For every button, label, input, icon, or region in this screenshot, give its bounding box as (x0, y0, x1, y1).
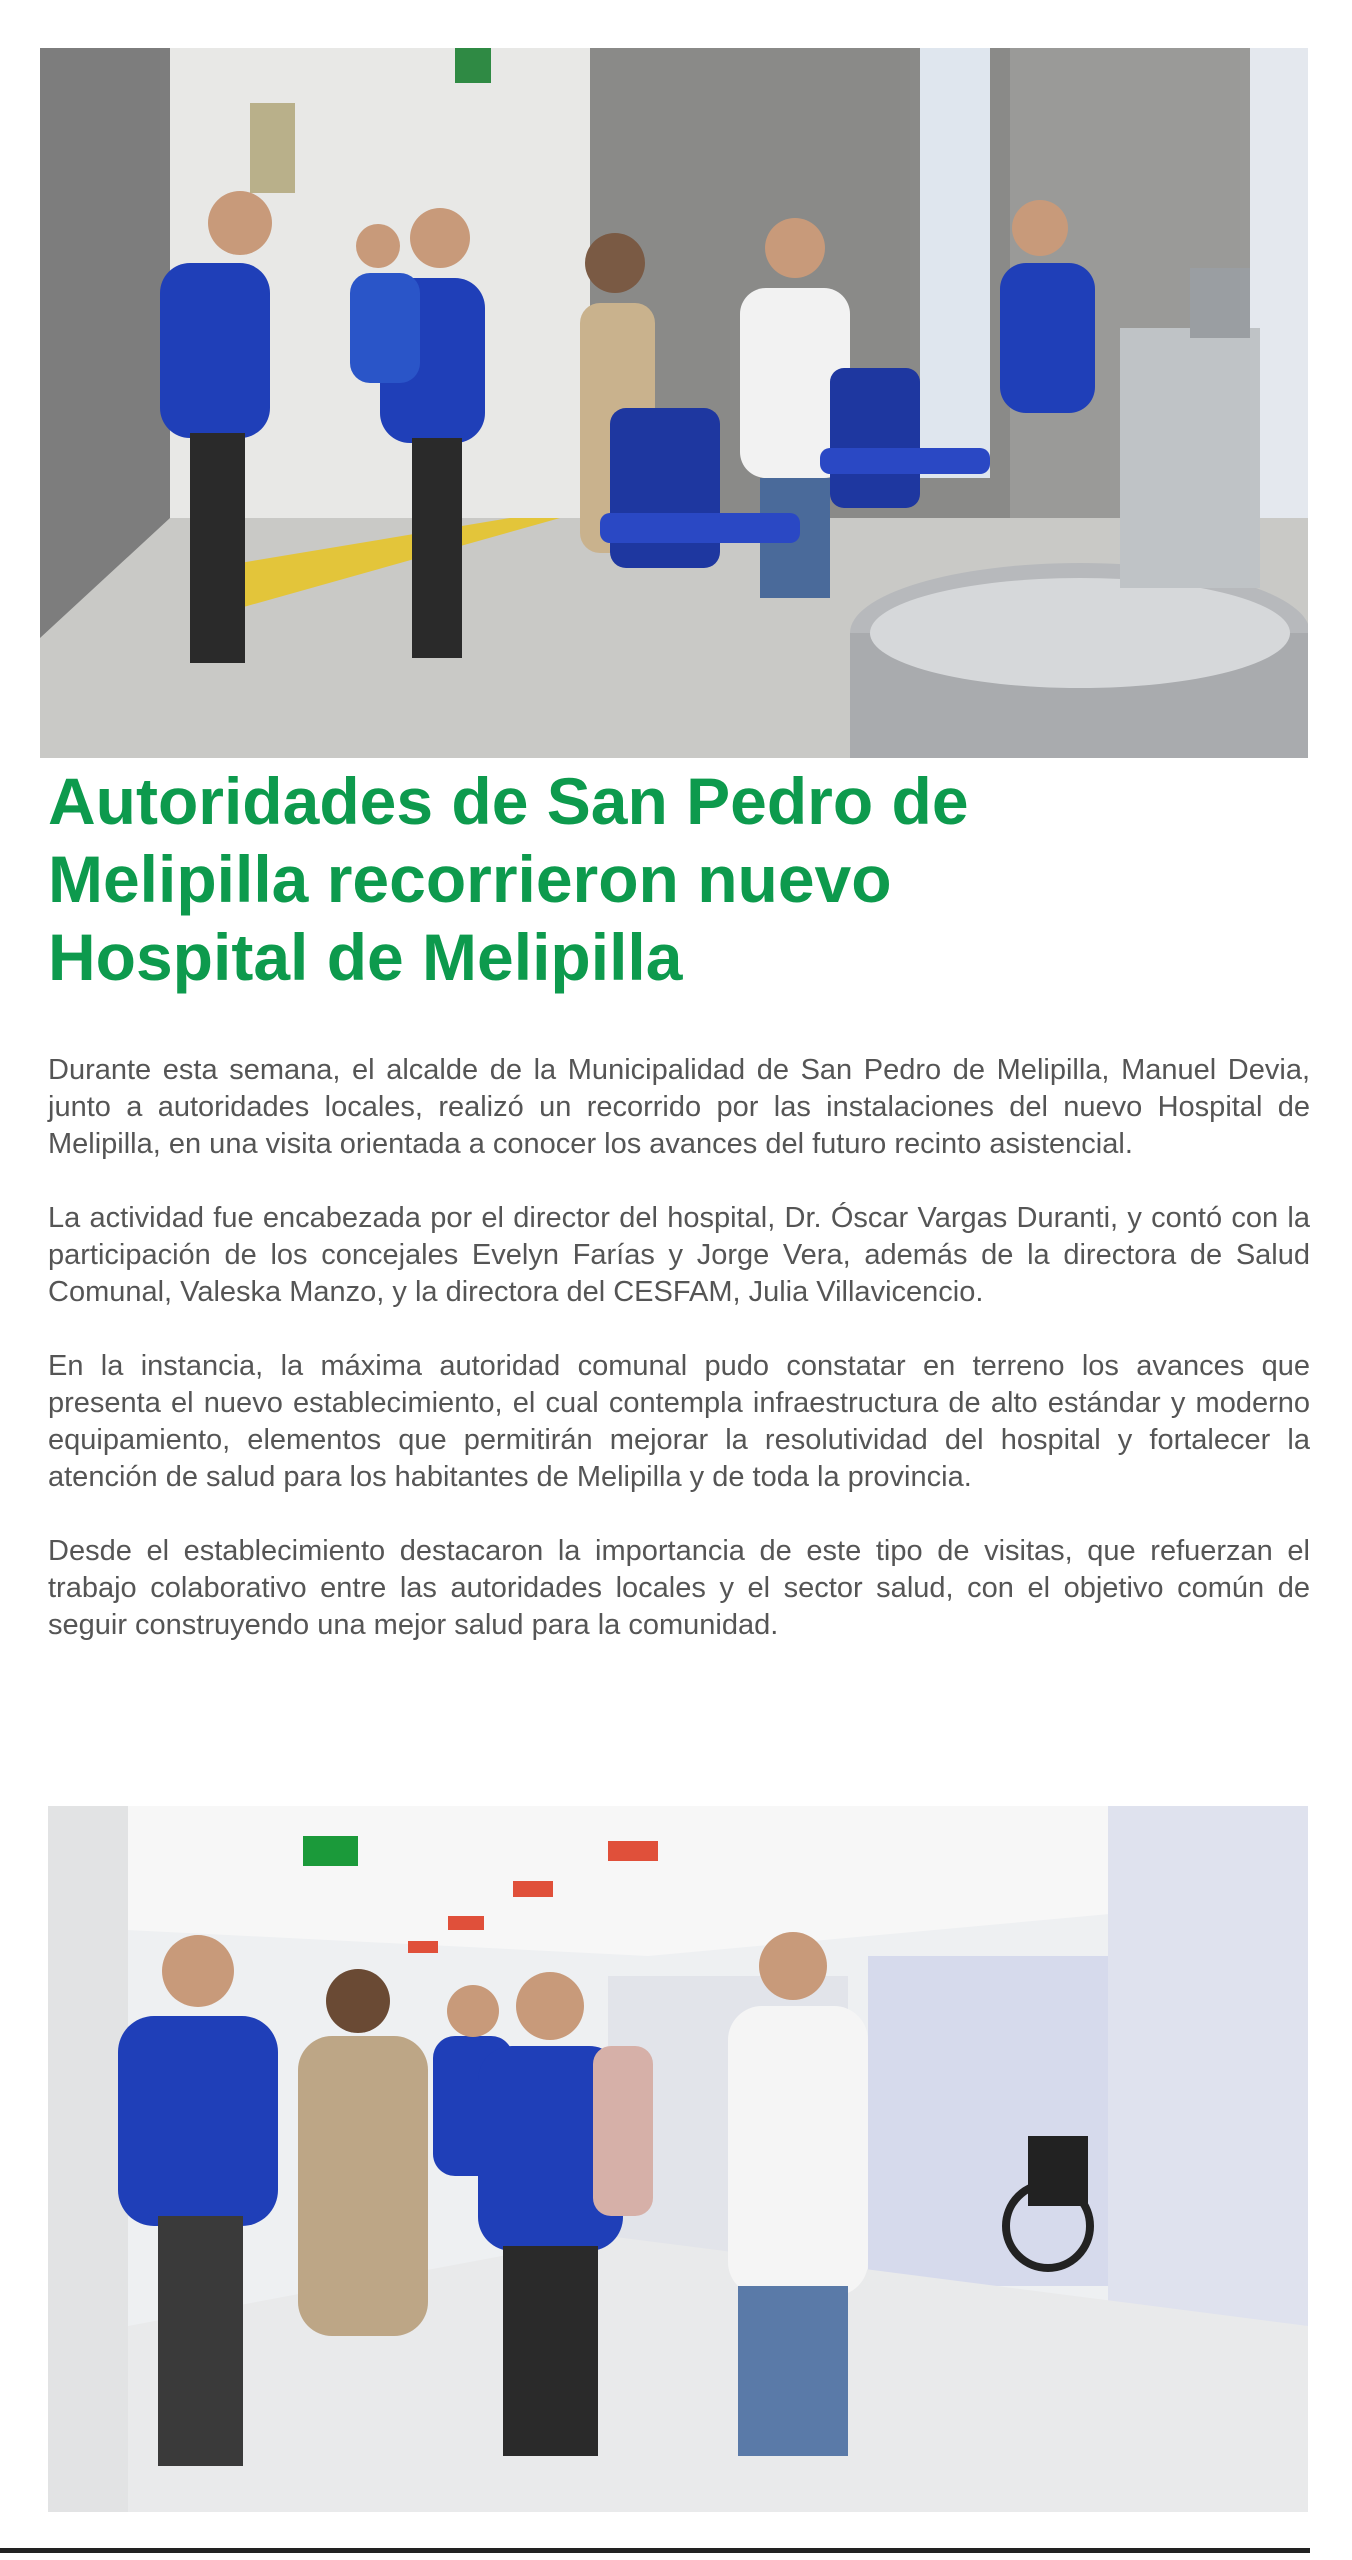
article-paragraph: La actividad fue encabezada por el director del hospital, Dr. Óscar Vargas Duranti, y contó con la participación de los concejales Evelyn Farías y Jorge Vera, además de la directora de Salud Comunal, Valeska Manzo, y la directora del CESFAM, Julia Villavicencio. (48, 1202, 1310, 1308)
hospital-tour-photo-bottom (48, 1806, 1308, 2512)
article-paragraph: Durante esta semana, el alcalde de la Municipalidad de San Pedro de Melipilla, Manuel Devia, junto a autoridades locales, realizó un recorrido por las instalaciones del nuevo Hospital de Melipilla, en una visita orientada a conocer los avances del futuro recinto asistencial. (48, 1054, 1310, 1160)
article-body (48, 1052, 1310, 1681)
article-paragraph: Desde el establecimiento destacaron la importancia de este tipo de visitas, que refuerzan el trabajo colaborativo entre las autoridades locales y el sector salud, con el objetivo común de seguir construyendo una mejor salud para la comunidad. (48, 1535, 1310, 1641)
article-paragraph: En la instancia, la máxima autoridad comunal pudo constatar en terreno los avances que presenta el nuevo establecimiento, el cual contempla infraestructura de alto estándar y moderno equipamiento, elementos que permitirán mejorar la resolutividad del hospital y fortalecer la atención de salud para los habitantes de Melipilla y de toda la provincia. (48, 1350, 1310, 1493)
headline-line: Autoridades de San Pedro de (48, 764, 969, 838)
hospital-tour-photo-top (40, 48, 1308, 758)
headline-line: Melipilla recorrieron nuevo (48, 842, 892, 916)
bottom-divider (0, 2548, 1310, 2553)
headline-line: Hospital de Melipilla (48, 920, 683, 994)
article-headline (48, 762, 1308, 996)
